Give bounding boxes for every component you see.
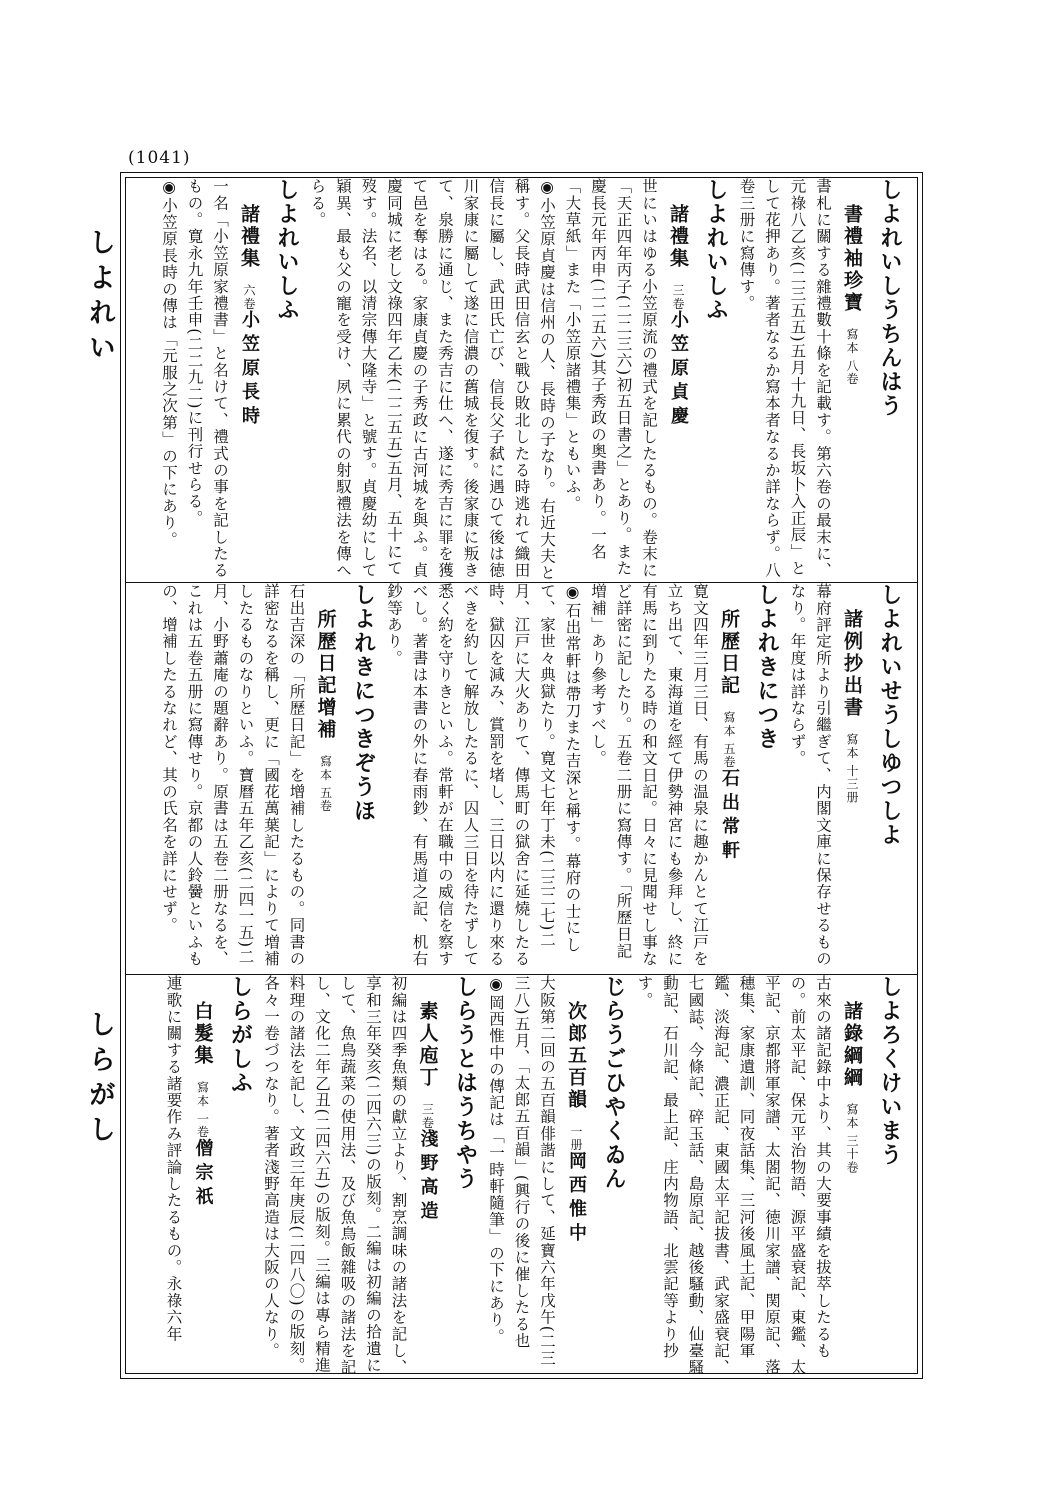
page-frame	[120, 172, 923, 1379]
entry-title: 所歷日記增補	[314, 609, 337, 741]
entry-title-line	[835, 178, 869, 582]
entry-title: 諸禮集	[667, 204, 689, 270]
entry-author: 小笠原長時	[239, 310, 260, 431]
entry-title: 諸例抄出書	[841, 609, 863, 719]
entry-description: ◉石出常軒は帶刀また吉深と稱す。幕府の士にして、家世々典獄たり。寛文七年丁未(二三二七)二月、江戸に大火ありて、傳馬町の獄舍に延燒したる時、獄囚を減み、賞罰を堵し、三日以内に還り來るべきを約して解放したるに、囚人三日を待たずして悉く約を守りきといふ。常軒が在職中の威信を察すべし。著書は本書の外に春雨鈔、有馬道之記、机右鈔等あり。	[385, 583, 582, 968]
entry-title: 書禮袖珍寶	[841, 204, 863, 314]
entry-author: 僧宗祇	[192, 1138, 214, 1211]
entry-kana-heading: しらうとはうちやう	[452, 975, 479, 1191]
entry-description: 書札に關する雜禮數十條を記載す。第六卷の最末に、元祿八乙亥(二三五五)五月十九日、長坂卜入正辰」として花押あり。著者なるか寫本者なるか詳ならず。八卷三册に寫傳す。	[737, 178, 832, 579]
entry-volume: 三卷	[671, 284, 685, 311]
entry-volume: 寫本 十三册	[845, 733, 859, 805]
entry-title: 諸禮集	[238, 204, 260, 270]
tier-top	[126, 178, 917, 582]
entry-description: 連歌に關する諸要作み評論したるもの。永祿六年	[164, 975, 183, 1343]
entry-title: 白髮集	[191, 1001, 214, 1067]
entry-description: 寛文四年三月三日、有馬の温泉に趣かんとて江戸を立ち出て、東海道を經て伊勢神宮にも參拜し、終に有馬に到りたる時の和文日記。日々に見聞せし事など詳密に記したり。五卷二册に寫傳す。「所歷日記増補」あり參考すべし。	[589, 583, 709, 968]
entry-description: 幕府評定所より引繼ぎて、内閣文庫に保存せるものなり。年度は詳ならず。	[788, 583, 832, 968]
entry-title-line	[411, 975, 445, 1377]
entry-volume: 三卷	[420, 1103, 435, 1130]
entry-description: 一名「小笠原家禮書」と名けて、禮式の事を記したるもの。寛永九年壬申(二二九二)に刊行せらる。	[185, 178, 229, 579]
entry-title-line	[186, 975, 220, 1377]
entry-description: ◉小笠原貞慶は信州の人、長時の子なり。右近大夫と稱す。父長時武田信玄と戰ひ敗北したる時逃れて織田信長に屬し、武田氏亡び、信長父子弑に遇ひて後は徳川家康に屬して遂に信濃の舊城を復す。後家康に叛きて、泉勝に通じ、また秀吉に仕へ、遂に秀吉に罪を獲て邑を奪はる。家康貞慶の子秀政に古河城を與ふ。貞慶同城に老し文祿四年乙未(二二五五)五月、五十にて歿す。法名、以清宗傳大隆寺」と號す。貞慶幼にして穎異、最も父の寵を受け、夙に累代の射馭禮法を傳へらる。	[308, 178, 556, 582]
entry-description: 初編は四季魚類の獻立より、割烹調味の諸法を記し、享和三年癸亥(二四六三)の版刻。二編は初編の拾遺にして、魚鳥蔬菜の使用法、及び魚鳥飯雜吸の諸法を記し、文化二年乙丑(二四六五)の版刻。三編は專ら精進料理の諸法を記し、文政三年庚辰(二四八〇)の版刻。各々一卷づつなり。著者淺野高造は大阪の人なり。	[262, 975, 408, 1376]
entry-title-line	[835, 975, 869, 1377]
entry-title-line	[835, 583, 869, 974]
entry-kana-heading: しよれいしうちんはう	[877, 178, 903, 418]
side-header-top: しよれい	[84, 228, 115, 368]
entry-volume: 寫本 三十卷	[845, 1103, 859, 1175]
entry-volume: 寫本 一卷	[195, 1081, 210, 1139]
entry-title-line	[309, 583, 343, 974]
entry-volume: 寫本 五卷	[722, 711, 736, 769]
entry-title-line	[661, 178, 695, 582]
entry-kana-heading: しよれいしふ	[703, 178, 729, 322]
entry-kana-heading: しよれいせうしゆつしよ	[877, 583, 903, 847]
page-number: (1041)	[128, 148, 191, 168]
entry-volume: 一册	[569, 1125, 583, 1152]
entry-description: 世にいはゆる小笠原流の禮式を記したるもの。卷末に「天正四年丙子(二二三六)初五日書之」とあり。また慶長元年丙申(二二五六)其子秀政の奥書あり。一名「大草紙」また「小笠原諸禮集」ともいふ。	[563, 178, 658, 579]
entry-author: 岡西惟中	[566, 1151, 587, 1248]
entry-title: 所歷日記	[718, 609, 740, 697]
entry-kana-heading: しよれいしふ	[274, 178, 300, 322]
entry-title-line	[232, 178, 266, 582]
entry-kana-heading: しらがしふ	[227, 975, 254, 1095]
tier-bottom	[126, 974, 917, 1377]
entry-author: 石出常軒	[719, 768, 740, 865]
entry-volume: 寫本 八卷	[845, 328, 859, 386]
entry-title-line	[559, 975, 593, 1377]
entry-description: ◉小笠原長時の傳は「元服之次第」の下にあり。	[160, 178, 178, 548]
entry-kana-heading: じらうごひやくゐん	[601, 975, 627, 1191]
entry-volume: 六卷	[242, 284, 256, 311]
entry-title-line	[712, 583, 746, 974]
entry-title: 素人庖丁	[416, 1001, 439, 1089]
content-area	[125, 177, 918, 1374]
entry-kana-heading: しよろくけいまう	[877, 975, 903, 1167]
entry-author: 淺野高造	[417, 1129, 439, 1226]
entry-description: 古來の諸記錄中より、其の大要事績を拔萃したるもの。前太平記、保元平治物語、源平盛衰記、東鑑、太平記、京都將軍家譜、太閤記、徳川家譜、関原記、落穗集、家康遺訓、同夜話集、三河後風土記、甲陽軍鑑、淡海記、濃正記、東國太平記拔書、武家盛衰記、七國誌、今條記、碎玉話、島原記、越後騷動、仙臺騷動記、石川記、最上記、庄内物語、北雲記等より抄す。	[635, 975, 832, 1376]
side-header-bottom: しらがし	[84, 1010, 115, 1150]
entry-description: 石出吉深の「所歷日記」を增補したるもの。同書の詳密なるを稱し、更に「國花萬葉記」によりて増補したるものなりといふ。寶曆五年乙亥(二四一五)二月、小野蕭庵の題辭あり。原書は五卷二册なるを、これは五卷五册に寫傳せり。京都の人鈴黌といふもの、增補したるなれど、其の氏名を詳にせず。	[160, 583, 306, 968]
entry-description: 大阪第二回の五百韻俳諧にして、延寶六年戊午(二三三八)五月、「太郎五百韻」(興行の後に催したる也	[512, 975, 556, 1367]
entry-kana-heading: しよれきにつき	[754, 583, 780, 751]
entry-author: 小笠原貞慶	[668, 310, 689, 431]
entry-title: 次郎五百韻	[565, 1001, 587, 1111]
entry-kana-heading: しよれきにつきぞうほ	[350, 583, 377, 823]
entry-title: 諸錄綱綱	[841, 1001, 863, 1089]
entry-description: ◉岡西惟中の傳記は「一時軒隨筆」の下にあり。	[487, 975, 505, 1345]
entry-volume: 寫本 五卷	[318, 755, 333, 813]
tier-middle	[126, 582, 917, 974]
